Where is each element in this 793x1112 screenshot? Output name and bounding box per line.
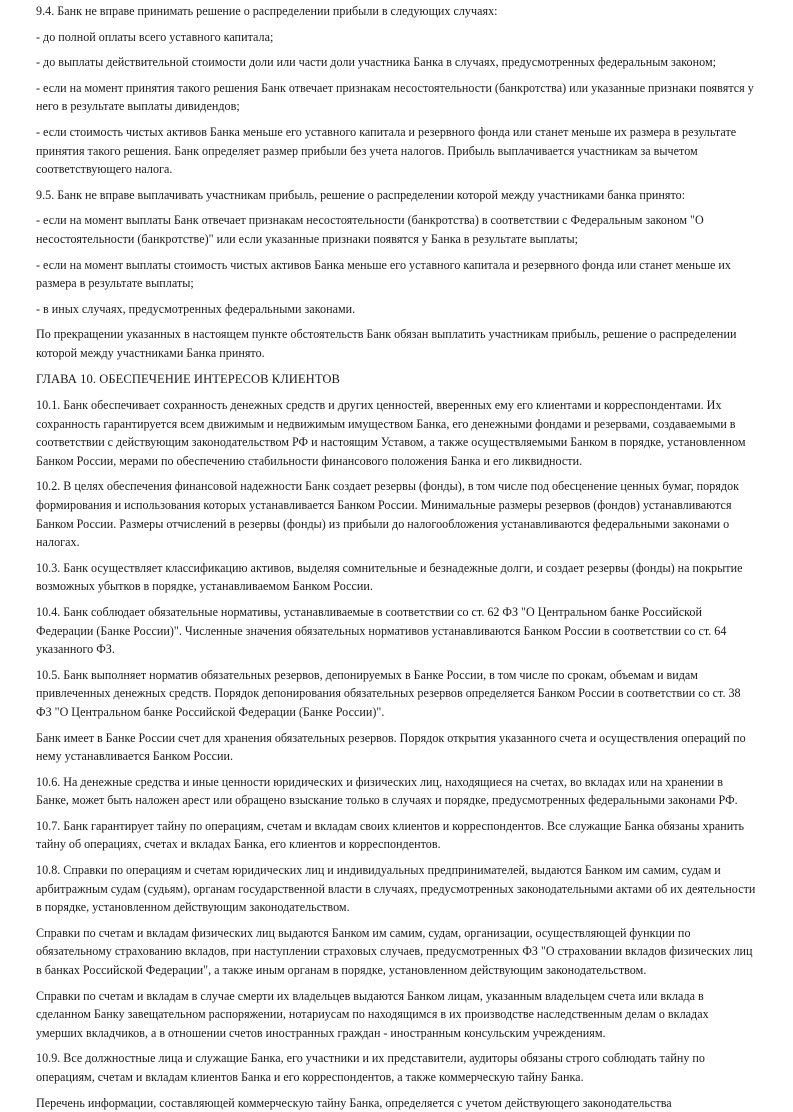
paragraph: - в иных случаях, предусмотренных федеральными законами. bbox=[36, 301, 356, 316]
paragraph: По прекращении указанных в настоящем пункте обстоятельств Банк обязан выплатить участникам прибыль, решение о распределении которой между участниками Банка принято. bbox=[36, 327, 737, 360]
paragraph: - если на момент выплаты стоимость чистых активов Банка меньше его уставного капитала и резервного фонда или станет меньше их размера в результате выплаты; bbox=[36, 257, 731, 291]
paragraph: 10.8. Справки по операциям и счетам юридических лиц и индивидуальных предпринимателей, выдаются Банком им самим, судам и арбитражным судам (судьям), органам государственной власти в случаях, предусмотренных законодательными актами об их деятельности в порядке, установленном действующим законодательством. bbox=[36, 863, 756, 915]
document-body bbox=[36, 0, 757, 1112]
paragraph: Справки по счетам и вкладам физических лиц выдаются Банком им самим, судам, организации, осуществляющей функции по обязательному страхованию вкладов, при наступлении страховых случаев, предусмотренных ФЗ "О страховании вкладов физических лиц в банках Российской Федерации", а также иным органам в порядке, установленном действующим законодательством. bbox=[36, 925, 753, 978]
paragraph: 10.3. Банк осуществляет классификацию активов, выделяя сомнительные и безнадежные долги, и создает резервы (фонды) на покрытие возможных убытков в порядке, устанавливаемом Банком России. bbox=[36, 560, 743, 594]
paragraph: 10.7. Банк гарантирует тайну по операциям, счетам и вкладам своих клиентов и корреспондентов. Все служащие Банка обязаны хранить тайну об операциях, счетах и вкладах Банка, его клиентов и корреспондентов. bbox=[36, 818, 745, 852]
chapter-heading: ГЛАВА 10. ОБЕСПЕЧЕНИЕ ИНТЕРЕСОВ КЛИЕНТОВ bbox=[36, 371, 340, 386]
paragraph: - до выплаты действительной стоимости доли или части доли участника Банка в случаях, предусмотренных федеральным законом; bbox=[36, 55, 717, 70]
paragraph: Банк имеет в Банке России счет для хранения обязательных резервов. Порядок открытия указанного счета и осуществления операций по нему устанавливается Банком России. bbox=[36, 730, 746, 764]
paragraph: - если стоимость чистых активов Банка меньше его уставного капитала и резервного фонда или станет меньше их размера в результате принятия такого решения. Банк определяет размер прибыли без учета налогов. Прибыль выплачивается участникам за вычетом соответствующего налога. bbox=[36, 124, 737, 177]
paragraph: - если на момент принятия такого решения Банк отвечает признакам несостоятельности (банкротства) или указанные признаки появятся у него в результате выплаты дивидендов; bbox=[36, 80, 754, 114]
paragraph: - если на момент выплаты Банк отвечает признакам несостоятельности (банкротства) в соответствии с Федеральным законом "О несостоятельности (банкротстве)" или если указанные признаки появятся у Банка в результате выплаты; bbox=[36, 213, 704, 246]
paragraph: Справки по счетам и вкладам в случае смерти их владельцев выдаются Банком лицам, указанным владельцем счета или вклада в сделанном Банку завещательном распоряжении, нотариусам по находящимся в их производстве наследственным делам о вкладах умерших вкладчиков, а в отношении счетов иностранных граждан - иностранным консульским учреждениям. bbox=[36, 988, 709, 1040]
paragraph: 9.5. Банк не вправе выплачивать участникам прибыль, решение о распределении которой между участниками банка принято: bbox=[36, 187, 686, 202]
paragraph: 10.5. Банк выполняет норматив обязательных резервов, депонируемых в Банке России, в том числе по срокам, объемам и видам привлеченных денежных средств. Порядок депонирования обязательных резервов определяется Банком России в соответствии со ст. 38 ФЗ "О Центральном банке Российской Федерации (Банке России)". bbox=[36, 667, 741, 719]
paragraph: 10.4. Банк соблюдает обязательные нормативы, устанавливаемые в соответствии со ст. 62 ФЗ "О Центральном банке Российской Федерации (Банке России)". Численные значения обязательных нормативов устанавливаются Банком России в соответствии со ст. 64 указанного ФЗ. bbox=[36, 604, 727, 657]
paragraph: 9.4. Банк не вправе принимать решение о распределении прибыли в следующих случаях: bbox=[36, 4, 498, 18]
paragraph: 10.1. Банк обеспечивает сохранность денежных средств и других ценностей, вверенных ему его клиентами и корреспондентами. Их сохранность гарантируется всем движимым и недвижимым имуществом Банка, его денежными фондами и резервами, создаваемыми в соответствии с действующим законодательством РФ и настоящим Уставом, а также осуществляемыми Банком в порядке, установленном Банком России, мерами по обеспечению стабильности финансового положения Банка и его ликвидности. bbox=[36, 398, 746, 468]
paragraph: 10.9. Все должностные лица и служащие Банка, его участники и их представители, аудиторы обязаны строго соблюдать тайну по операциям, счетам и вкладам клиентов Банка и его корреспондентов, а также коммерческую тайну Банка. bbox=[36, 1051, 705, 1084]
paragraph: - до полной оплаты всего уставного капитала; bbox=[36, 29, 274, 44]
paragraph: Перечень информации, составляющей коммерческую тайну Банка, определяется с учетом действующего законодательства bbox=[36, 1095, 672, 1110]
paragraph: 10.6. На денежные средства и иные ценности юридических и физических лиц, находящиеся на счетах, во вкладах или на хранении в Банке, может быть наложен арест или обращено взыскание только в случаях и порядке, предусмотренных федеральными законами РФ. bbox=[36, 774, 738, 808]
paragraph: 10.2. В целях обеспечения финансовой надежности Банк создает резервы (фонды), в том числе под обесценение ценных бумаг, порядок формирования и использования которых устанавливается Банком России. Минимальные размеры резервов (фондов) устанавливаются Банком России. Размеры отчислений в резервы (фонды) из прибыли до налогообложения устанавливаются федеральными законами о налогах. bbox=[36, 479, 740, 550]
